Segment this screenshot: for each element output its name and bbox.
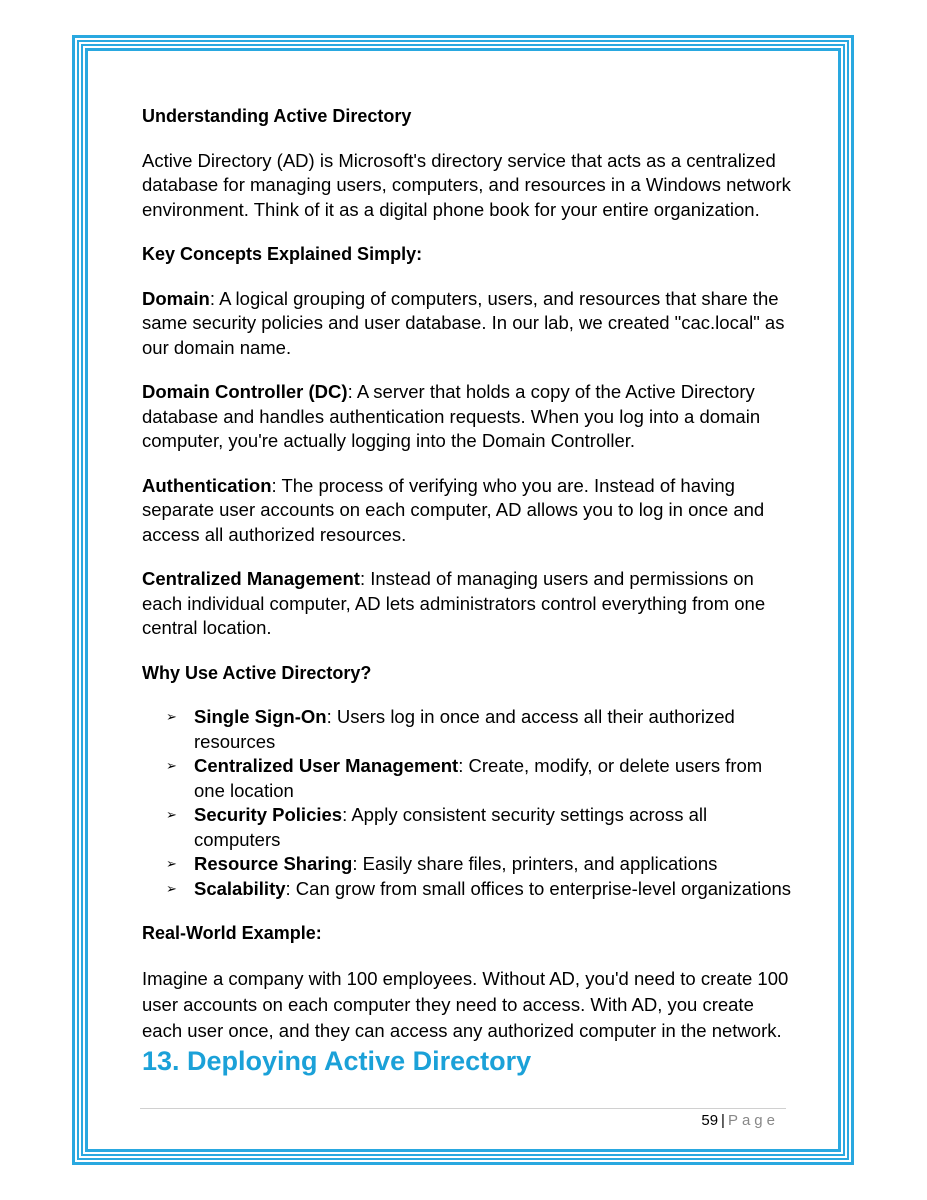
list-item xyxy=(142,754,792,803)
benefit-desc: : Create, modify, or delete users from one location xyxy=(194,755,763,801)
benefits-list xyxy=(142,705,792,901)
page-footer xyxy=(701,1112,779,1129)
benefit-desc: : Apply consistent security settings across all computers xyxy=(194,804,708,850)
concept-term: Centralized Management xyxy=(142,568,360,589)
concept-centralized-management xyxy=(142,567,792,641)
arrow-bullet-icon: ➢ xyxy=(166,807,177,822)
benefit-term: Security Policies xyxy=(194,804,343,825)
benefit-term: Single Sign-On xyxy=(194,706,327,727)
heading-real-world-example: Real-World Example: xyxy=(142,923,322,943)
concept-term: Domain xyxy=(142,287,210,309)
section-title: 13. Deploying Active Directory xyxy=(142,1045,532,1076)
intro-paragraph: Active Directory (AD) is Microsoft's directory service that acts as a centralized database for managing users, computers, and resources in a Windows network environment. Think of it as a digital phone book for your entire organization. xyxy=(142,149,791,220)
concept-desc: : Instead of managing users and permissions on each individual computer, AD lets administrators control everything from one central location. xyxy=(142,568,766,638)
arrow-bullet-icon: ➢ xyxy=(166,709,177,724)
concept-term: Domain Controller (DC) xyxy=(142,381,348,402)
arrow-bullet-icon: ➢ xyxy=(166,758,177,773)
heading-understanding-ad: Understanding Active Directory xyxy=(142,106,412,126)
concept-desc: : The process of verifying who you are. Instead of having separate user accounts on each computer, AD allows you to log in once and access all authorized resources. xyxy=(142,474,765,545)
concept-term: Authentication xyxy=(142,474,272,496)
list-item xyxy=(142,852,792,877)
benefit-term: Scalability xyxy=(194,877,286,899)
arrow-bullet-icon: ➢ xyxy=(166,856,177,871)
list-item xyxy=(142,705,792,754)
benefit-desc: : Can grow from small offices to enterprise-level organizations xyxy=(285,877,792,899)
footer-separator: | xyxy=(721,1112,725,1129)
example-paragraph: Imagine a company with 100 employees. Without AD, you'd need to create 100 user accounts on each computer they need to access. With AD, you create each user once, and they can access any authorized computer in the network. xyxy=(142,967,789,1041)
concept-domain-controller xyxy=(142,380,792,454)
footer-divider xyxy=(140,1108,786,1109)
list-item xyxy=(142,877,792,902)
arrow-bullet-icon: ➢ xyxy=(166,880,177,896)
heading-why-use-ad: Why Use Active Directory? xyxy=(142,662,372,683)
concept-desc: : A logical grouping of computers, users, and resources that share the same security policies and user database. In our lab, we created "cac.local" as our domain name. xyxy=(142,287,785,358)
concept-desc: : A server that holds a copy of the Active Directory database and handles authentication requests. When you log into a domain computer, you're actually logging into the Domain Controller. xyxy=(142,381,761,451)
heading-key-concepts: Key Concepts Explained Simply: xyxy=(142,244,423,264)
benefit-desc: : Users log in once and access all their authorized resources xyxy=(194,706,735,752)
page-content xyxy=(142,104,792,1078)
concept-domain xyxy=(142,287,792,361)
page-number: 59 xyxy=(701,1112,719,1129)
benefit-desc: : Easily share files, printers, and applications xyxy=(352,853,718,874)
page-label: Page xyxy=(727,1112,779,1129)
list-item xyxy=(142,803,792,852)
concept-authentication xyxy=(142,474,792,548)
benefit-term: Centralized User Management xyxy=(194,755,459,776)
benefit-term: Resource Sharing xyxy=(194,853,353,874)
